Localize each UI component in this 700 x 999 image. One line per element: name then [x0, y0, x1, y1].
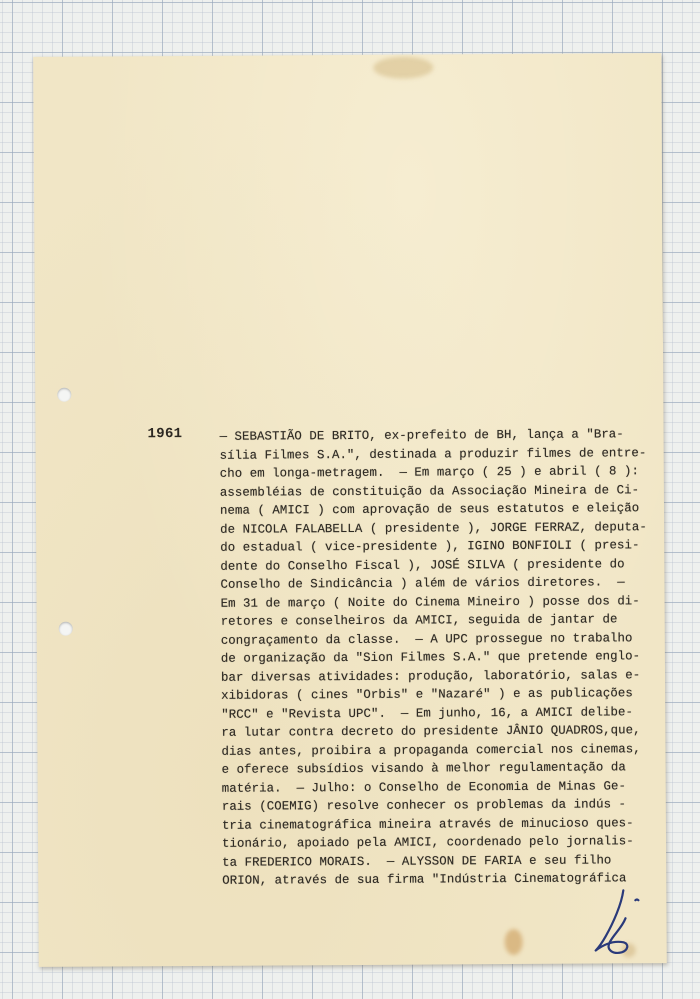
text-line: assembléias de constituição da Associação Mineira de Ci- — [219, 482, 640, 500]
punch-hole — [59, 622, 73, 636]
text-line: xibidoras ( cines "Orbis" e "Nazaré" ) e as publicações — [221, 686, 633, 703]
text-line: de NICOLA FALABELLA ( presidente ), JORGE FERRAZ, deputa- — [220, 519, 647, 537]
punch-hole — [57, 388, 71, 402]
text-line: de organização da "Sion Filmes S.A." que pretende englo- — [220, 649, 641, 666]
text-line: rais (COEMIG) resolve conhecer os problemas da indús - — [221, 797, 627, 814]
text-line: Conselho de Sindicância ) além de vários diretores. — — [220, 575, 625, 592]
text-line: — SEBASTIÃO DE BRITO, ex-prefeito de BH, lança a "Bra- — [219, 427, 624, 444]
text-line: "RCC" e "Revista UPC". — Em junho, 16, a AMICI delibe- — [221, 704, 633, 722]
text-line: congraçamento da classe. — A UPC prossegue no trabalho — [220, 630, 633, 648]
text-line: matéria. — Julho: o Conselho de Economia de Minas Ge- — [221, 778, 626, 796]
text-line: tria cinematográfica mineira através de minucioso ques- — [221, 815, 634, 833]
text-line: dente do Conselho Fiscal ), JOSÉ SILVA ( presidente do — [220, 556, 625, 574]
text-line: retores e conselheiros da AMICI, seguida de jantar de — [220, 612, 618, 629]
paper-stain — [373, 56, 433, 78]
handwritten-initials-icon — [583, 878, 653, 958]
text-line: ta FREDERICO MORAIS. — ALYSSON DE FARIA e seu filho — [222, 852, 612, 870]
text-line: bar diversas atividades: produção, laboratório, salas e- — [220, 667, 641, 685]
text-line: dias antes, proibira a propaganda comercial nos cinemas, — [221, 741, 641, 759]
typewritten-text — [219, 425, 647, 890]
document-page — [33, 53, 667, 967]
text-line: sília Filmes S.A.", destinada a produzir filmes de entre- — [219, 445, 647, 463]
text-line: nema ( AMICI ) com aprovação de seus estatutos e eleição — [219, 501, 640, 518]
text-line: ORION, através de sua firma "Indústria Cinematográfica — [222, 871, 627, 888]
paper-stain — [505, 929, 523, 955]
text-line: e oferece subsídios visando à melhor regulamentação da — [221, 760, 626, 777]
text-line: do estadual ( vice-presidente ), IGINO BONFIOLI ( presi- — [220, 538, 640, 555]
text-line: cho em longa-metragem. — Em março ( 25 ) e abril ( 8 ): — [219, 464, 640, 481]
text-line: Em 31 de março ( Noite do Cinema Mineiro ) posse dos di- — [220, 593, 640, 611]
entry-year: 1961 — [147, 426, 183, 443]
text-line: tionário, apoiado pela AMICI, coordenado pelo jornalis- — [221, 834, 634, 851]
text-line: ra lutar contra decreto do presidente JÂNIO QUADROS,que, — [221, 723, 641, 740]
